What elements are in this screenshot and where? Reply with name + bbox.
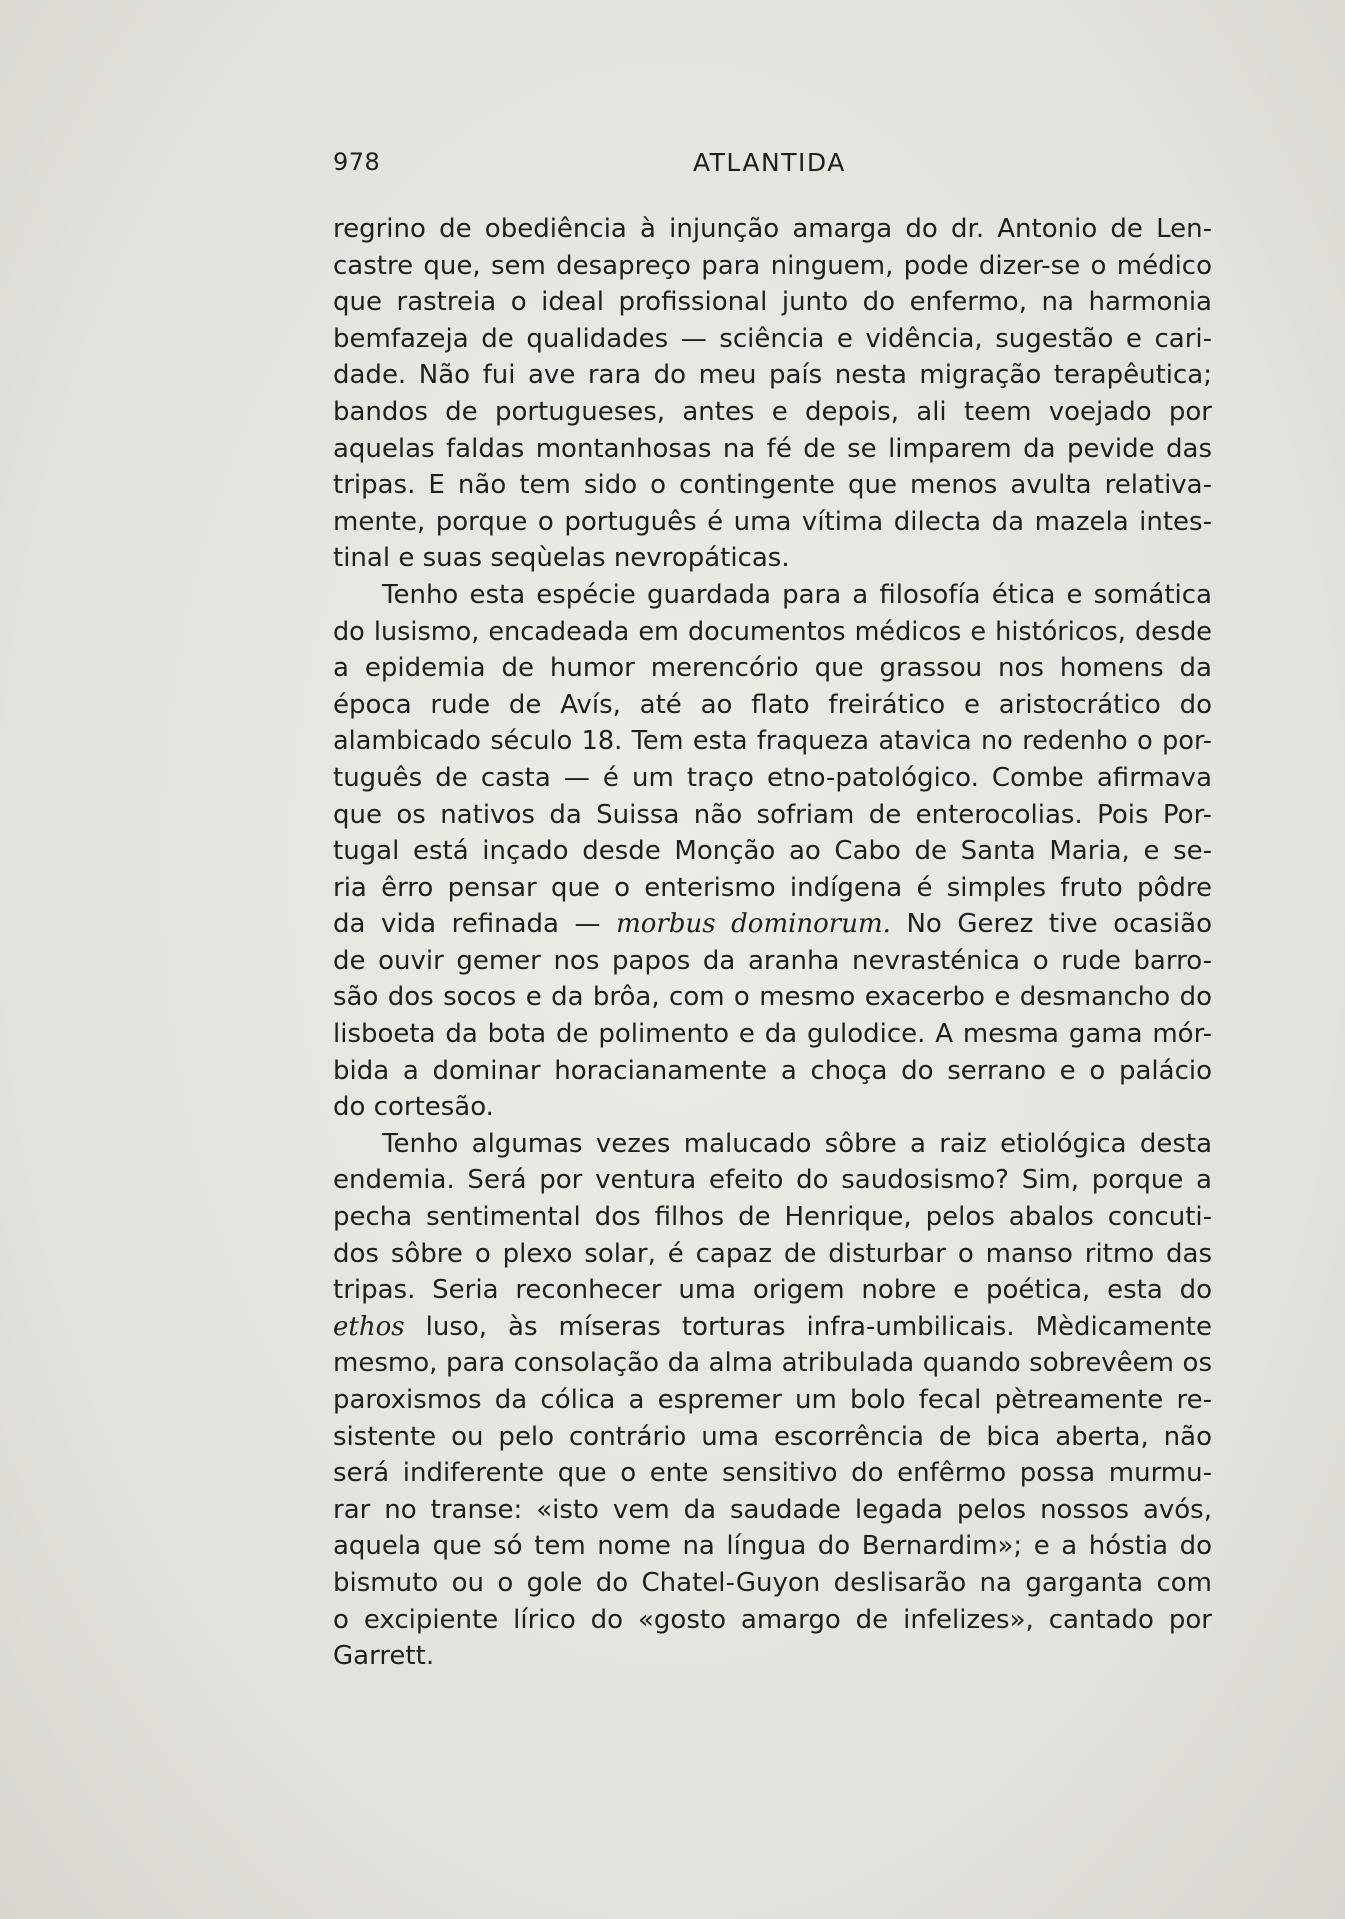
text-line: o excipiente lírico do «gosto amargo de infelizes», cantado por [333,1604,1212,1635]
text-line: rar no transe: «isto vem da saudade legada pelos nossos avós, [333,1494,1212,1525]
text-line: que os nativos da Suissa não sofriam de enterocolias. Pois Por- [333,799,1212,830]
text-line: bemfazeja de qualidades — sciência e vidência, sugestão e cari- [333,323,1212,354]
text-line: regrino de obediência à injunção amarga do dr. Antonio de Len- [333,214,1212,244]
text-line: endemia. Será por ventura efeito do saudosismo? Sim, porque a [333,1165,1212,1196]
text-line: época rude de Avís, até ao flato freirático e aristocrático do [333,689,1212,720]
text-line: castre que, sem desapreço para ninguem, pode dizer-se o médico [333,250,1212,281]
italic-term: morbus dominorum. [616,909,891,940]
page-header [333,148,1209,184]
text-line: a epidemia de humor merencório que grassou nos homens da [333,653,1212,684]
text-line: do cortesão. [333,1092,494,1123]
text-line: será indiferente que o ente sensitivo do enfêrmo possa murmu- [333,1458,1212,1489]
text-line: bida a dominar horacianamente a choça do serrano e o palácio [333,1055,1212,1086]
text-line: lisboeta da bota de polimento e da gulodice. A mesma gama mór- [333,1019,1212,1050]
page-number: 978 [333,148,381,176]
text-span: luso, às míseras torturas infra-umbilicais. Mèdicamente [404,1311,1212,1342]
text-line: aquela que só tem nome na língua do Bernardim»; e a hóstia do [333,1531,1212,1562]
text-line: mesmo, para consolação da alma atribulada quando sobrevêem os [333,1348,1212,1379]
text-line: alambicado século 18. Tem esta fraqueza atavica no redenho o por- [333,726,1212,757]
text-line: mente, porque o português é uma vítima dilecta da mazela intes- [333,506,1212,537]
text-span: No Gerez tive ocasião [890,909,1212,940]
text-span: da vida refinada — [333,909,617,940]
text-line: tripas. E não tem sido o contingente que menos avulta relativa- [333,470,1212,501]
text-line: de ouvir gemer nos papos da aranha nevrasténica o rude barro- [333,945,1212,976]
text-line: sistente ou pelo contrário uma escorrência de bica aberta, não [333,1421,1212,1452]
text-line: Garrett. [333,1641,435,1672]
text-line: aquelas faldas montanhosas na fé de se limparem da pevide das [333,433,1212,464]
text-line [333,1309,1212,1346]
text-line: dade. Não fui ave rara do meu país nesta migração terapêutica; [333,360,1212,391]
running-title: ATLANTIDA [693,148,846,177]
body-text [333,211,1212,1675]
text-line: bismuto ou o gole do Chatel-Guyon deslisarão na garganta com [333,1567,1212,1598]
text-line: tugal está inçado desde Monção ao Cabo de Santa Maria, e se- [333,836,1212,867]
text-line [333,906,1212,943]
text-line: são dos socos e da brôa, com o mesmo exacerbo e desmancho do [333,982,1212,1013]
text-line: dos sôbre o plexo solar, é capaz de disturbar o manso ritmo das [333,1238,1212,1269]
text-line: paroxismos da cólica a espremer um bolo fecal pètreamente re- [333,1385,1212,1415]
italic-term: ethos [333,1311,405,1342]
text-line: ria êrro pensar que o enterismo indígena é simples fruto pôdre [333,872,1212,903]
text-line: Tenho esta espécie guardada para a filosofía ética e somática [382,579,1212,610]
text-line: do lusismo, encadeada em documentos médicos e históricos, desde [333,616,1212,647]
text-line: tinal e suas seqùelas nevropáticas. [333,543,790,574]
text-line: tuguês de casta — é um traço etno-patológico. Combe afirmava [333,762,1212,793]
text-line: tripas. Seria reconhecer uma origem nobre e poética, esta do [333,1275,1212,1306]
text-line: que rastreia o ideal profissional junto do enfermo, na harmonia [333,287,1212,318]
text-line: Tenho algumas vezes malucado sôbre a raiz etiológica desta [382,1128,1212,1159]
text-line: bandos de portugueses, antes e depois, ali teem voejado por [333,396,1212,427]
text-line: pecha sentimental dos filhos de Henrique, pelos abalos concuti- [333,1202,1212,1233]
